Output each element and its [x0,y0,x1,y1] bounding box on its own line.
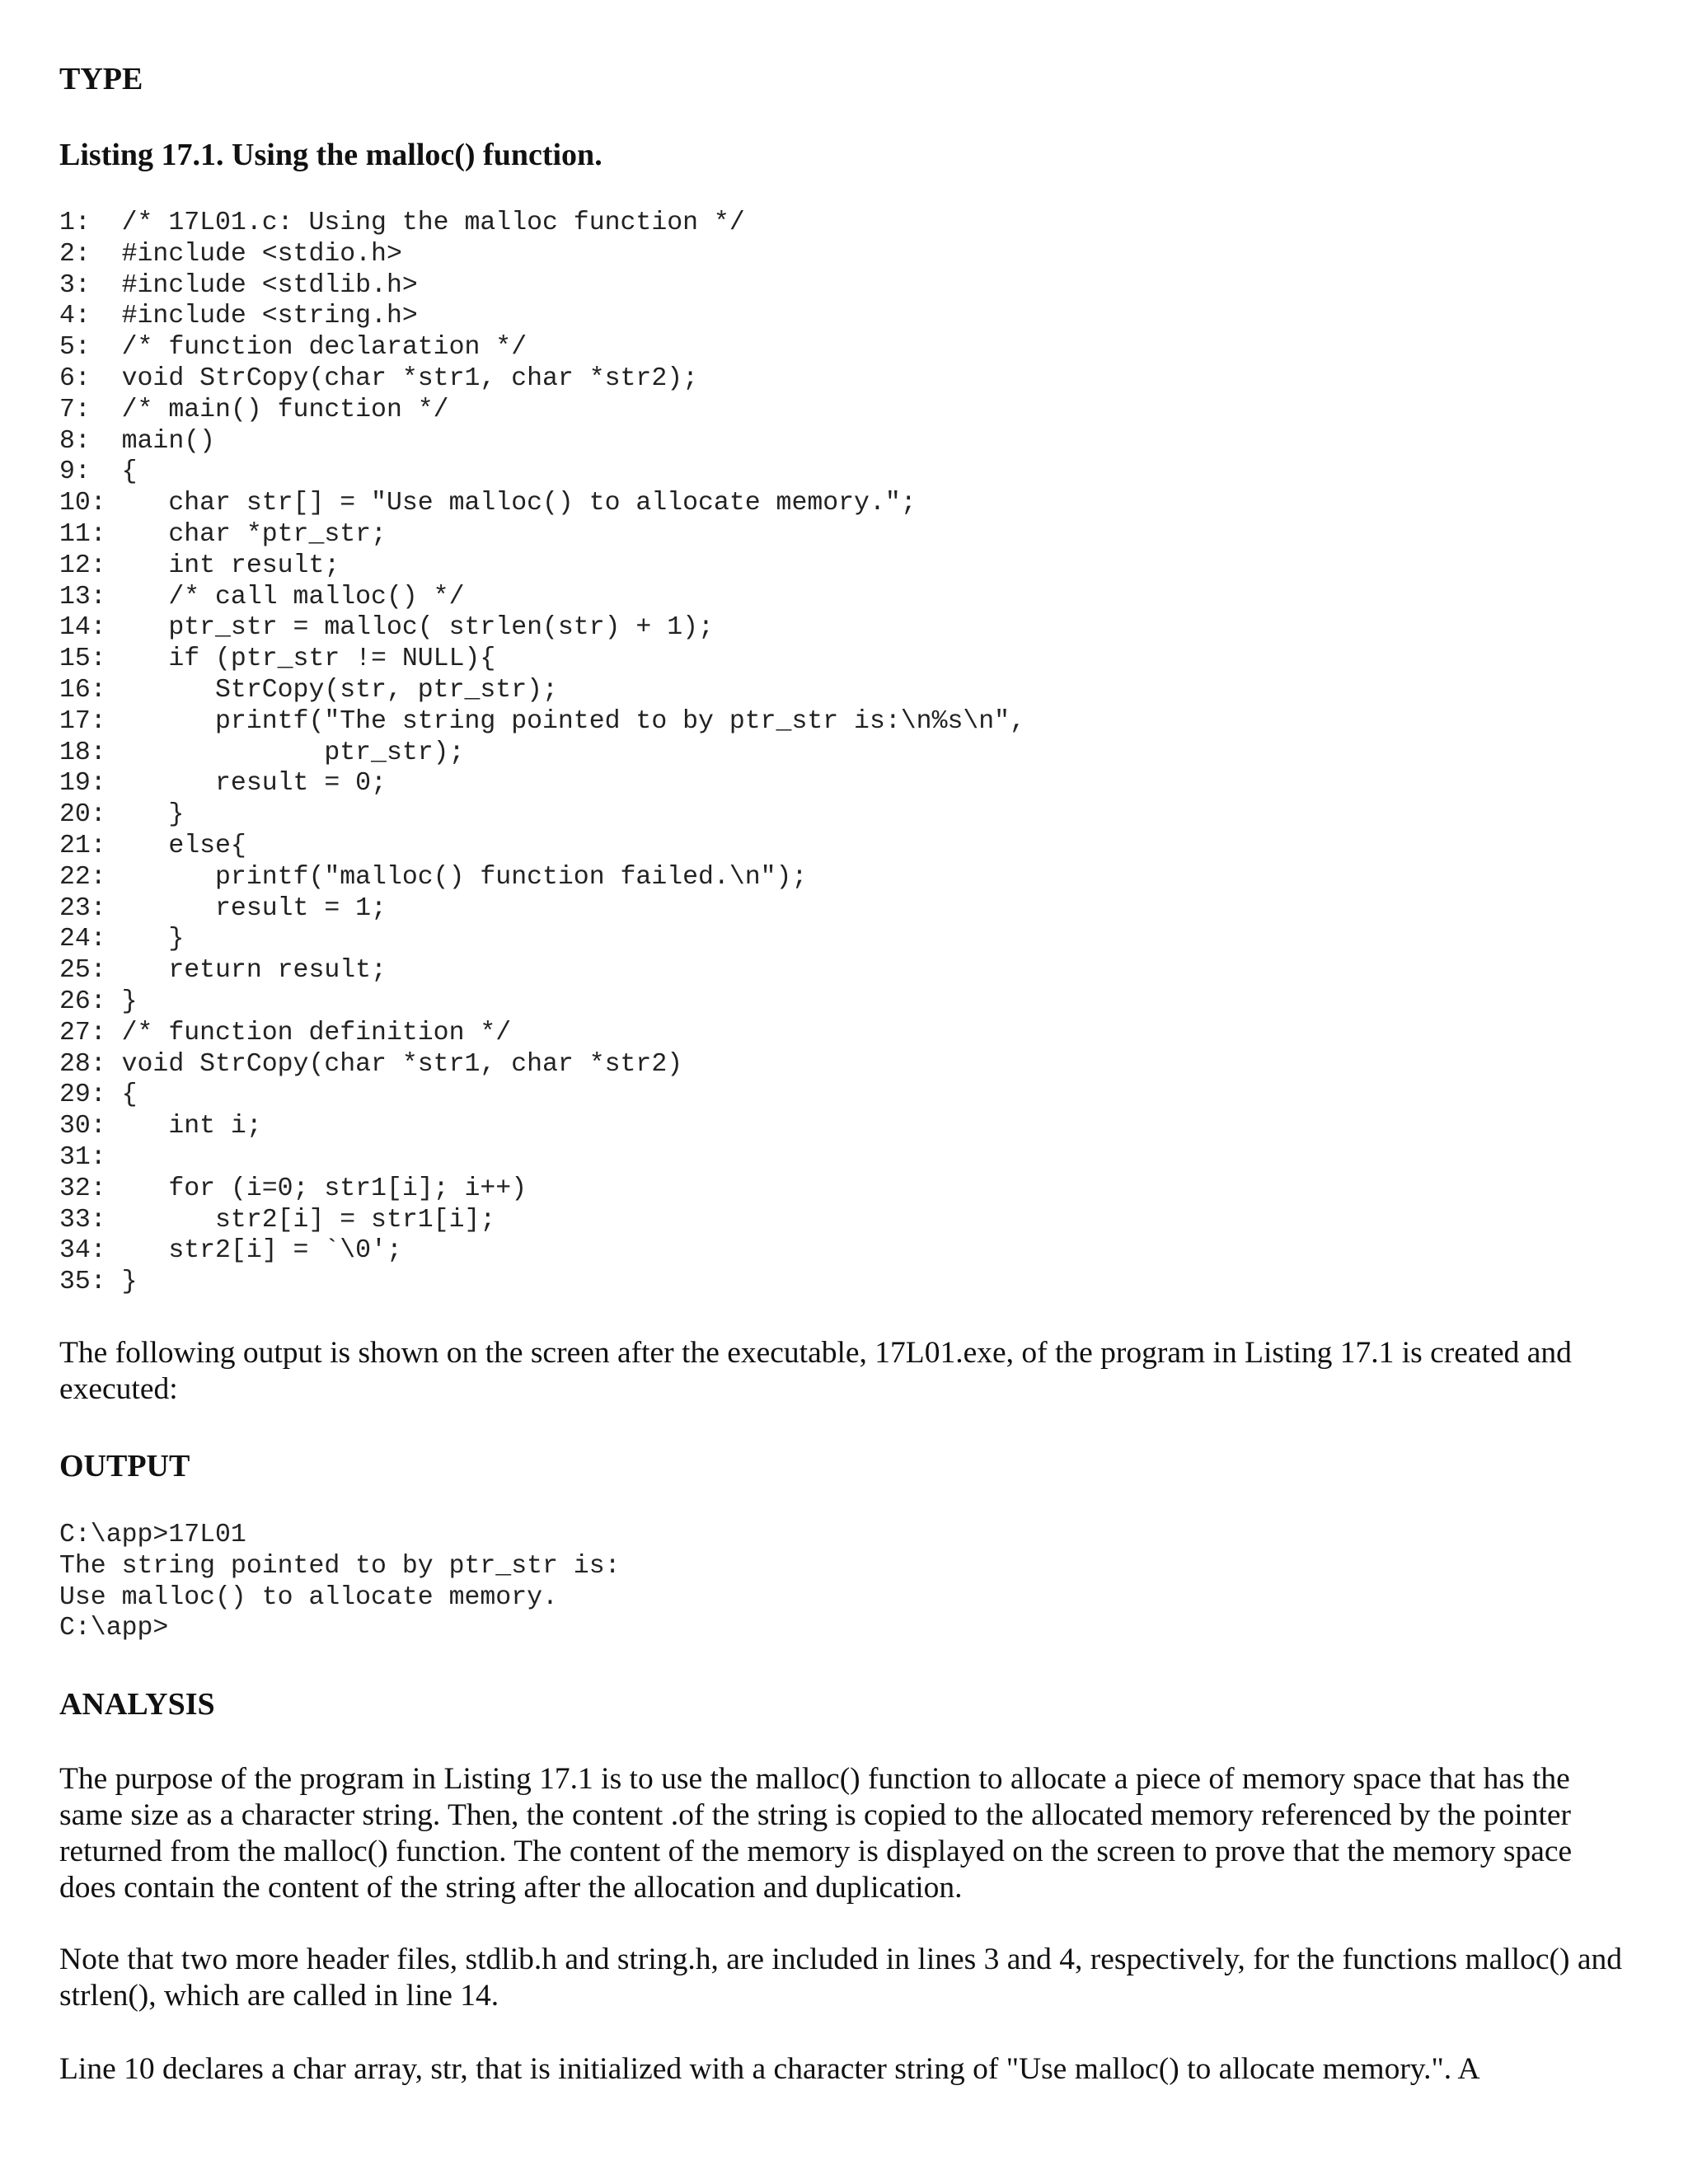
code-line: 1: /* 17L01.c: Using the malloc function */ [59,209,745,237]
analysis-heading: ANALYSIS [59,1687,215,1722]
code-line: 22: printf("malloc() function failed.\n"); [59,862,808,892]
code-line: 30: int i; [59,1112,262,1141]
code-line: 13: /* call malloc() */ [59,582,465,612]
code-line: 7: /* main() function */ [59,395,449,424]
analysis-paragraph: Line 10 declares a char array, str, that is initialized with a character string of "Use malloc() to allocate memory.". A [59,2052,1480,2086]
code-line: 32: for (i=0; str1[i]; i++) [59,1174,528,1203]
code-line: 35: } [59,1268,138,1297]
code-line: 16: StrCopy(str, ptr_str); [59,675,558,705]
code-line: 11: char *ptr_str; [59,519,387,549]
code-line: 4: #include <string.h> [59,302,418,331]
output-line: C:\app>17L01 [59,1521,246,1549]
code-line: 12: int result; [59,551,340,580]
code-line: 2: #include <stdio.h> [59,239,402,269]
type-heading: TYPE [59,62,143,96]
code-line: 10: char str[] = "Use malloc() to allocate memory."; [59,489,917,518]
code-listing [59,208,1025,1298]
code-line: 24: } [59,925,185,954]
analysis-paragraph: Note that two more header files, stdlib.h and string.h, are included in lines 3 and 4, respectively, for the functions malloc() and strlen(), which are called in line 14. [59,1943,1622,2013]
code-line: 15: if (ptr_str != NULL){ [59,644,496,674]
code-line: 17: printf("The string pointed to by ptr_str is:\n%s\n", [59,706,1025,736]
output-heading: OUTPUT [59,1449,190,1483]
output-line: Use malloc() to allocate memory. [59,1582,558,1612]
code-line: 5: /* function declaration */ [59,333,528,363]
code-line: 21: else{ [59,831,246,860]
code-line: 14: ptr_str = malloc( strlen(str) + 1); [59,613,714,643]
code-line: 9: { [59,457,138,487]
code-line: 29: { [59,1080,138,1110]
code-line: 19: result = 0; [59,769,387,799]
code-line: 28: void StrCopy(char *str1, char *str2) [59,1049,683,1079]
code-line: 3: #include <stdlib.h> [59,270,418,300]
code-line: 34: str2[i] = `\0'; [59,1236,402,1266]
code-line: 6: void StrCopy(char *str1, char *str2); [59,363,699,393]
intro-paragraph: The following output is shown on the screen after the executable, 17L01.exe, of the program in Listing 17.1 is created and executed: [59,1336,1572,1406]
code-line: 25: return result; [59,956,387,986]
program-output [59,1520,621,1644]
code-line: 33: str2[i] = str1[i]; [59,1205,496,1235]
analysis-paragraph: The purpose of the program in Listing 17.1 is to use the malloc() function to allocate a piece of memory space that has the same size as a character string. Then, the content .of the string is copied to the allocated memory referenced by the pointer returned from the malloc() function. The content of the memory is displayed on the screen to prove that the memory space does contain the content of the string after the allocation and duplication. [59,1762,1573,1905]
code-line: 20: } [59,800,185,830]
listing-title: Listing 17.1. Using the malloc() function. [59,138,603,172]
code-line: 8: main() [59,426,216,456]
code-line: 27: /* function definition */ [59,1018,512,1047]
code-line: 23: result = 1; [59,893,387,923]
output-line: C:\app> [59,1614,169,1643]
code-line: 18: ptr_str); [59,738,465,767]
code-line: 31: [59,1142,106,1172]
output-line: The string pointed to by ptr_str is: [59,1551,621,1581]
code-line: 26: } [59,987,138,1016]
